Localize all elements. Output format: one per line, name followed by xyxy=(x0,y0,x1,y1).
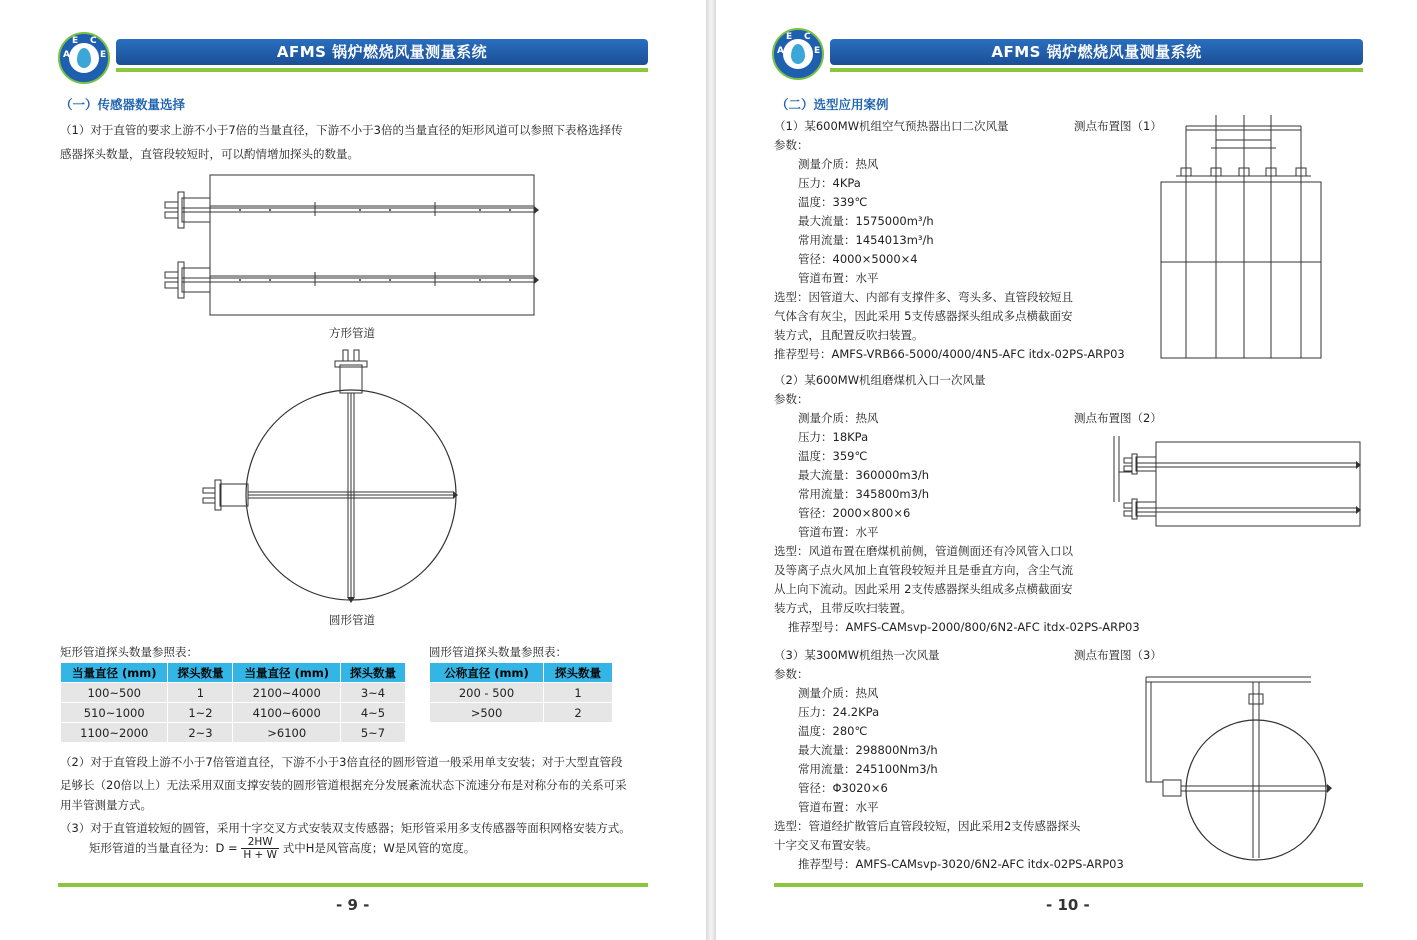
case3-param: 最大流量：298800Nm3/h xyxy=(798,743,938,757)
case3-param: 压力：24.2KPa xyxy=(798,705,880,719)
case2-figure-label: 测点布置图（2） xyxy=(1074,411,1162,425)
table-header: 探头数量 xyxy=(544,663,613,683)
table-header: 公称直径 (mm) xyxy=(430,663,544,683)
table-cell: >6100 xyxy=(233,723,340,743)
equivalent-diameter-formula xyxy=(89,836,475,861)
table-header: 探头数量 xyxy=(340,663,405,683)
table-cell: 1100~2000 xyxy=(61,723,168,743)
round-probe-table xyxy=(429,662,613,723)
case1-param: 常用流量：1454013m³/h xyxy=(798,233,934,247)
page-number: - 10 - xyxy=(1046,896,1090,914)
square-duct-diagram xyxy=(160,170,550,320)
case1-figure-label: 测点布置图（1） xyxy=(1074,119,1162,133)
case2-model: 推荐型号：AMFS-CAMsvp-2000/800/6N2-AFC itdx-02PS-ARP03 xyxy=(788,620,1140,634)
table-row xyxy=(430,703,613,723)
table-header: 探头数量 xyxy=(168,663,233,683)
para1-line1: （1）对于直管的要求上游不小于7倍的当量直径，下游不小于3倍的当量直径的矩形风道可以参照下表格选择传 xyxy=(60,123,623,137)
formula-suffix: 式中H是风管高度；W是风管的宽度。 xyxy=(282,841,476,855)
table-cell: 1~2 xyxy=(168,703,233,723)
aece-logo-icon: A E C E xyxy=(58,32,110,84)
table-row xyxy=(61,683,406,703)
case1-layout-diagram xyxy=(1156,110,1336,362)
book-gutter xyxy=(706,0,716,940)
table-header: 当量直径 (mm) xyxy=(61,663,168,683)
table-cell: >500 xyxy=(430,703,544,723)
table-cell: 2~3 xyxy=(168,723,233,743)
formula-denominator: H + W xyxy=(243,849,278,861)
table-row xyxy=(61,703,406,723)
rect-probe-table xyxy=(60,662,406,743)
page-header-title: AFMS 锅炉燃烧风量测量系统 xyxy=(830,39,1363,65)
page-10 xyxy=(716,0,1417,940)
case2-param: 压力：18KPa xyxy=(798,430,869,444)
table-cell: 510~1000 xyxy=(61,703,168,723)
rect-table-title: 矩形管道探头数量参照表： xyxy=(60,645,198,659)
case1-selection: 装方式，且配置反吹扫装置。 xyxy=(774,328,924,342)
case3-selection: 十字交叉布置安装。 xyxy=(774,838,878,852)
case2-params-label: 参数： xyxy=(774,392,809,406)
case3-title: （3）某300MW机组热一次风量 xyxy=(774,648,940,662)
case2-selection: 从上向下流动。因此采用 2支传感器探头组成多点横截面安 xyxy=(774,582,1073,596)
table-cell: 3~4 xyxy=(340,683,405,703)
case1-title: （1）某600MW机组空气预热器出口二次风量 xyxy=(774,119,1009,133)
section-title: （二）选型应用案例 xyxy=(776,97,889,112)
table-cell: 5~7 xyxy=(340,723,405,743)
para3-line1: （3）对于直管道较短的圆管，采用十字交叉方式安装双支传感器；矩形管采用多支传感器等面积网格安装方式。 xyxy=(60,821,631,835)
footer-divider xyxy=(58,883,648,887)
caption-round-duct: 圆形管道 xyxy=(329,613,375,627)
case3-figure-label: 测点布置图（3） xyxy=(1074,648,1162,662)
case2-selection: 选型：风道布置在磨煤机前侧，管道侧面还有冷风管入口以 xyxy=(774,544,1073,558)
table-row xyxy=(430,683,613,703)
case3-model: 推荐型号：AMFS-CAMsvp-3020/6N2-AFC itdx-02PS-ARP03 xyxy=(798,857,1124,871)
table-cell: 2100~4000 xyxy=(233,683,340,703)
case1-params-label: 参数： xyxy=(774,138,809,152)
header-divider xyxy=(116,68,648,72)
case3-param: 测量介质：热风 xyxy=(798,686,879,700)
round-table-title: 圆形管道探头数量参照表： xyxy=(429,645,567,659)
table-cell: 200 - 500 xyxy=(430,683,544,703)
table-row xyxy=(61,723,406,743)
case3-param: 常用流量：245100Nm3/h xyxy=(798,762,938,776)
case1-param: 最大流量：1575000m³/h xyxy=(798,214,934,228)
case1-param: 管径：4000×5000×4 xyxy=(798,252,918,266)
caption-square-duct: 方形管道 xyxy=(329,326,375,340)
case2-param: 最大流量：360000m3/h xyxy=(798,468,930,482)
case3-param: 温度：280℃ xyxy=(798,724,868,738)
table-header-row xyxy=(61,663,406,683)
header-divider xyxy=(830,68,1363,72)
table-cell: 4~5 xyxy=(340,703,405,723)
table-cell: 1 xyxy=(544,683,613,703)
case2-layout-diagram xyxy=(1106,432,1366,530)
table-header-row xyxy=(430,663,613,683)
page-header-title: AFMS 锅炉燃烧风量测量系统 xyxy=(116,39,648,65)
case2-selection: 装方式，且带反吹扫装置。 xyxy=(774,601,912,615)
case2-param: 温度：359℃ xyxy=(798,449,868,463)
table-cell: 4100~6000 xyxy=(233,703,340,723)
para2-line3: 用半管测量方式。 xyxy=(60,798,152,812)
case2-param: 管径：2000×800×6 xyxy=(798,506,911,520)
footer-divider xyxy=(774,883,1363,887)
formula-fraction xyxy=(241,836,279,861)
case1-selection: 气体含有灰尘，因此采用 5支传感器探头组成多点横截面安 xyxy=(774,309,1073,323)
case2-selection: 及等离子点火风加上直管段较短并且是垂直方向，含尘气流 xyxy=(774,563,1073,577)
formula-prefix: 矩形管道的当量直径为：D = xyxy=(89,841,238,855)
case2-title: （2）某600MW机组磨煤机入口一次风量 xyxy=(774,373,986,387)
section-title: （一）传感器数量选择 xyxy=(60,97,186,112)
case3-param: 管道布置：水平 xyxy=(798,800,879,814)
table-cell: 100~500 xyxy=(61,683,168,703)
aece-logo-icon: A E C E xyxy=(772,28,824,80)
case1-selection: 选型：因管道大、内部有支撑件多、弯头多、直管段较短且 xyxy=(774,290,1073,304)
case2-param: 测量介质：热风 xyxy=(798,411,879,425)
round-duct-diagram xyxy=(195,345,475,610)
case2-param: 常用流量：345800m3/h xyxy=(798,487,930,501)
case3-selection: 选型：管道经扩散管后直管段较短，因此采用2支传感器探头 xyxy=(774,819,1081,833)
para2-line2: 足够长（20倍以上）无法采用双面支撑安装的圆形管道根据充分发展紊流状态下流速分布是对称分布的关系可采 xyxy=(60,778,627,792)
table-cell: 1 xyxy=(168,683,233,703)
case1-param: 温度：339℃ xyxy=(798,195,868,209)
table-cell: 2 xyxy=(544,703,613,723)
case1-param: 管道布置：水平 xyxy=(798,271,879,285)
page-9 xyxy=(0,0,706,940)
para2-line1: （2）对于直管段上游不小于7倍管道直径，下游不小于3倍直径的圆形管道一般采用单支安装；对于大型直管段 xyxy=(60,755,623,769)
case1-param: 测量介质：热风 xyxy=(798,157,879,171)
formula-numerator: 2HW xyxy=(241,836,279,849)
para1-line2: 感器探头数量，直管段较短时，可以酌情增加探头的数量。 xyxy=(60,147,359,161)
case3-param: 管径：Φ3020×6 xyxy=(798,781,888,795)
case2-param: 管道布置：水平 xyxy=(798,525,879,539)
case3-layout-diagram xyxy=(1141,672,1341,864)
case1-model: 推荐型号：AMFS-VRB66-5000/4000/4N5-AFC itdx-02PS-ARP03 xyxy=(774,347,1125,361)
case3-params-label: 参数： xyxy=(774,667,809,681)
case1-param: 压力：4KPa xyxy=(798,176,861,190)
table-header: 当量直径 (mm) xyxy=(233,663,340,683)
page-number: - 9 - xyxy=(336,896,370,914)
